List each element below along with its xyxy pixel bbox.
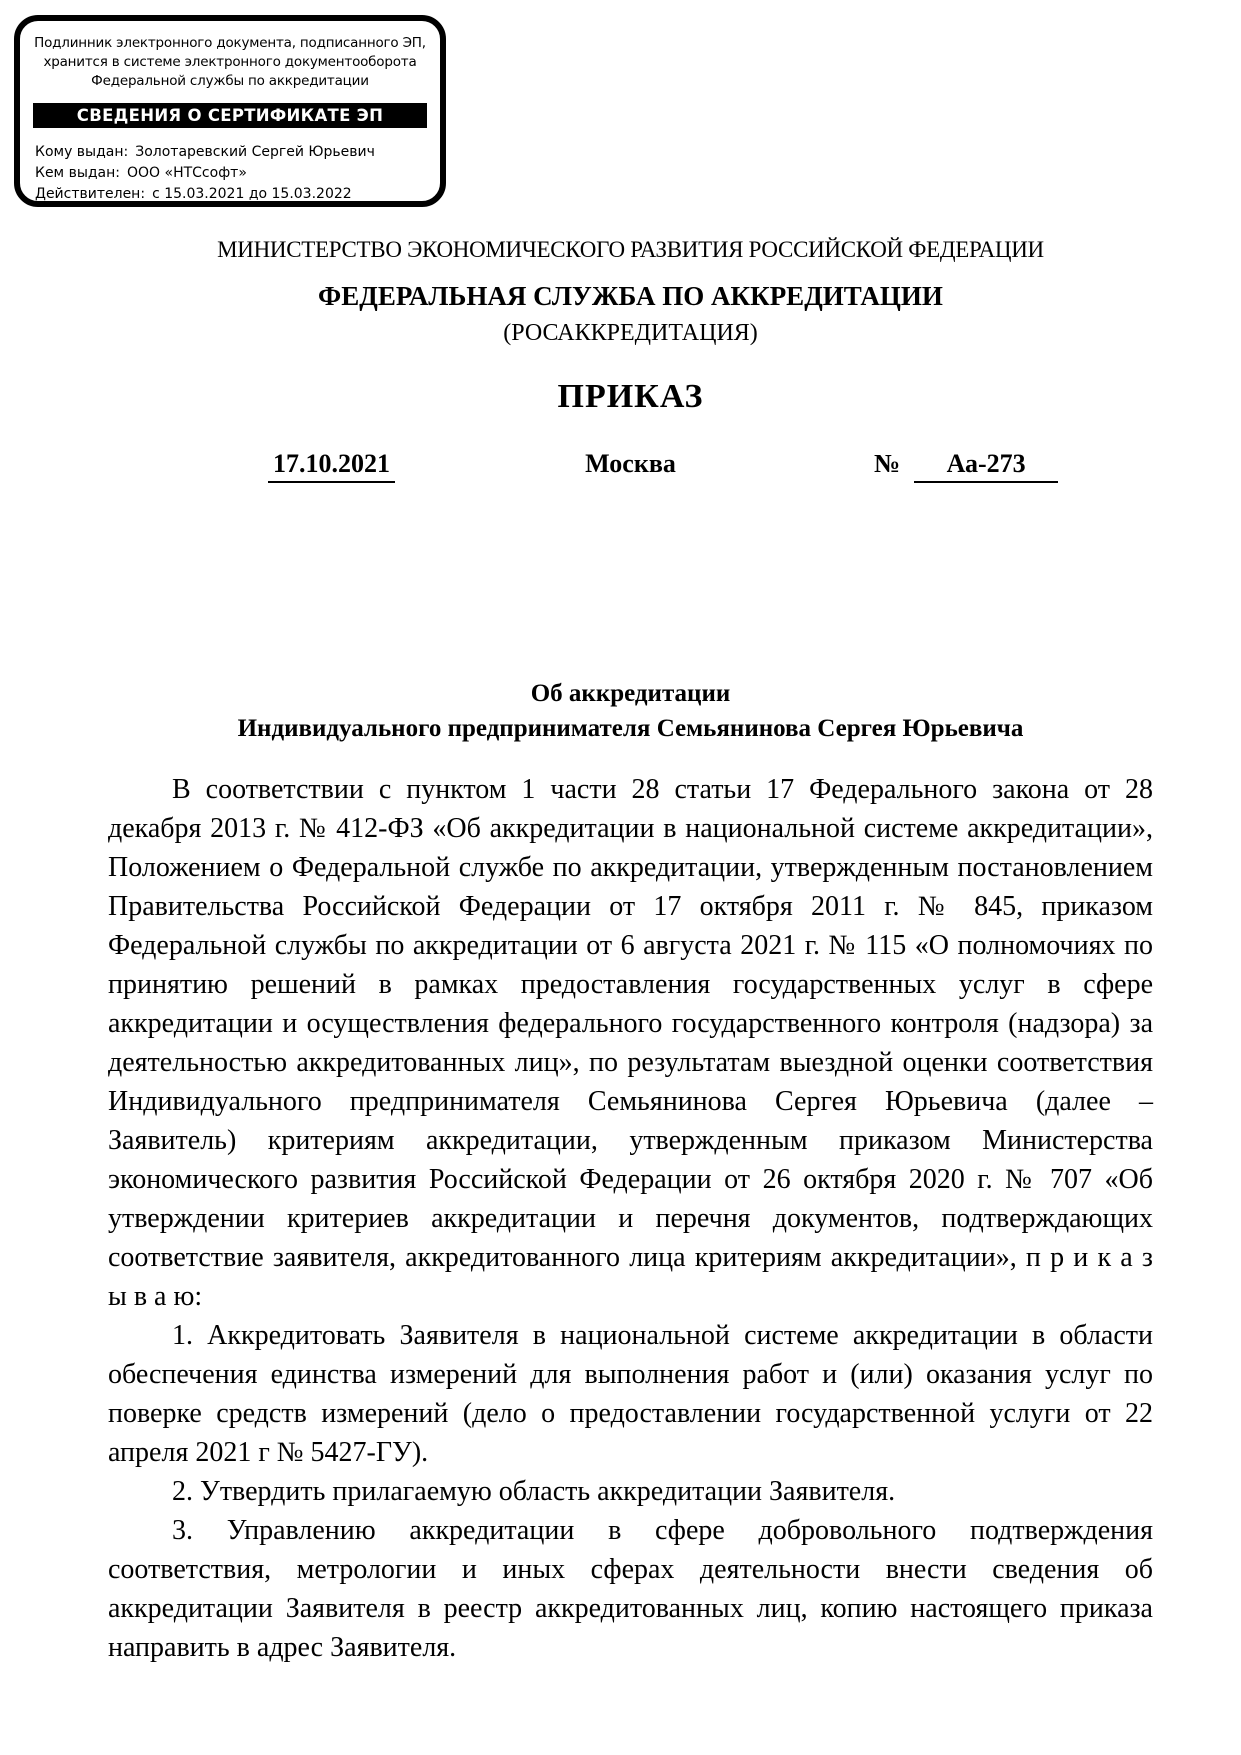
stamp-notice-line-1: Подлинник электронного документа, подписанного ЭП, (34, 35, 426, 51)
field-value: Золотаревский Сергей Юрьевич (135, 144, 375, 160)
order-subject (108, 676, 1153, 746)
e-signature-stamp (14, 15, 446, 207)
paragraph-item-1: 1. Аккредитовать Заявителя в национальной системе аккредитации в области обеспечения единства измерений для выполнения работ и (или) оказания услуг по поверке средств измерений (дело о предоставлении государственной услуги от 22 апреля 2021 г № 5427-ГУ). (108, 1320, 1153, 1468)
certificate-field-issued-to (35, 142, 430, 163)
order-meta-row (108, 449, 1153, 487)
agency-name: ФЕДЕРАЛЬНАЯ СЛУЖБА ПО АККРЕДИТАЦИИ (318, 281, 943, 311)
document-body (108, 770, 1153, 1667)
ministry-name: МИНИСТЕРСТВО ЭКОНОМИЧЕСКОГО РАЗВИТИЯ РОССИЙСКОЙ ФЕДЕРАЦИИ (217, 237, 1044, 262)
field-label: Действителен: (35, 186, 146, 202)
stamp-notice (20, 34, 440, 91)
stamp-notice-line-3: Федеральной службы по аккредитации (91, 73, 369, 89)
field-value: с 15.03.2021 до 15.03.2022 (152, 186, 352, 202)
certificate-fields (35, 142, 430, 205)
paragraph-item-2: 2. Утвердить прилагаемую область аккредитации Заявителя. (172, 1476, 896, 1507)
paragraph-preamble: В соответствии с пунктом 1 части 28 статьи 17 Федерального закона от 28 декабря 2013 г. № 412-ФЗ «Об аккредитации в национальной системе аккредитации», Положением о Федеральной службе по аккредитации, утвержденным постановлением Правительства Российской Федерации от 17 октября 2011 г. № 845, приказом Федеральной службы по аккредитации от 6 августа 2021 г. № 115 «О полномочиях по принятию решений в рамках предоставления государственных услуг в сфере аккредитации и осуществления федерального государственного контроля (надзора) за деятельностью аккредитованных лиц», по результатам выездной оценки соответствия Индивидуального предпринимателя Семьянинова Сергея Юрьевича (далее – Заявитель) критериям аккредитации, утвержденным приказом Министерства экономического развития Российской Федерации от 26 октября 2020 г. № 707 «Об утверждении критериев аккредитации и перечня документов, подтверждающих соответствие заявителя, аккредитованного лица критериям аккредитации», п р и к а з ы в а ю: (108, 774, 1153, 1312)
order-number (874, 449, 1058, 483)
number-sign: № (874, 449, 901, 478)
certificate-info-bar: СВЕДЕНИЯ О СЕРТИФИКАТЕ ЭП (33, 103, 427, 128)
order-number-value: Аа-273 (914, 449, 1058, 483)
field-value: ООО «НТСсофт» (127, 165, 247, 181)
subject-line-1: Об аккредитации (530, 680, 731, 707)
paragraph-item-3: 3. Управлению аккредитации в сфере добровольного подтверждения соответствия, метрологии и иных сферах деятельности внести сведения об аккредитации Заявителя в реестр аккредитованных лиц, копию настоящего приказа направить в адрес Заявителя. (108, 1515, 1153, 1663)
agency-short-name: (РОСАККРЕДИТАЦИЯ) (503, 320, 758, 346)
field-label: Кому выдан: (35, 144, 129, 160)
certificate-field-issued-by (35, 163, 430, 184)
certificate-field-validity (35, 184, 430, 205)
order-date: 17.10.2021 (268, 449, 395, 483)
subject-line-2: Индивидуального предпринимателя Семьянинова Сергея Юрьевича (237, 715, 1024, 742)
stamp-notice-line-2: хранится в системе электронного документооборота (43, 54, 417, 70)
order-place: Москва (585, 449, 676, 478)
document-type-title: ПРИКАЗ (557, 378, 704, 415)
field-label: Кем выдан: (35, 165, 120, 181)
